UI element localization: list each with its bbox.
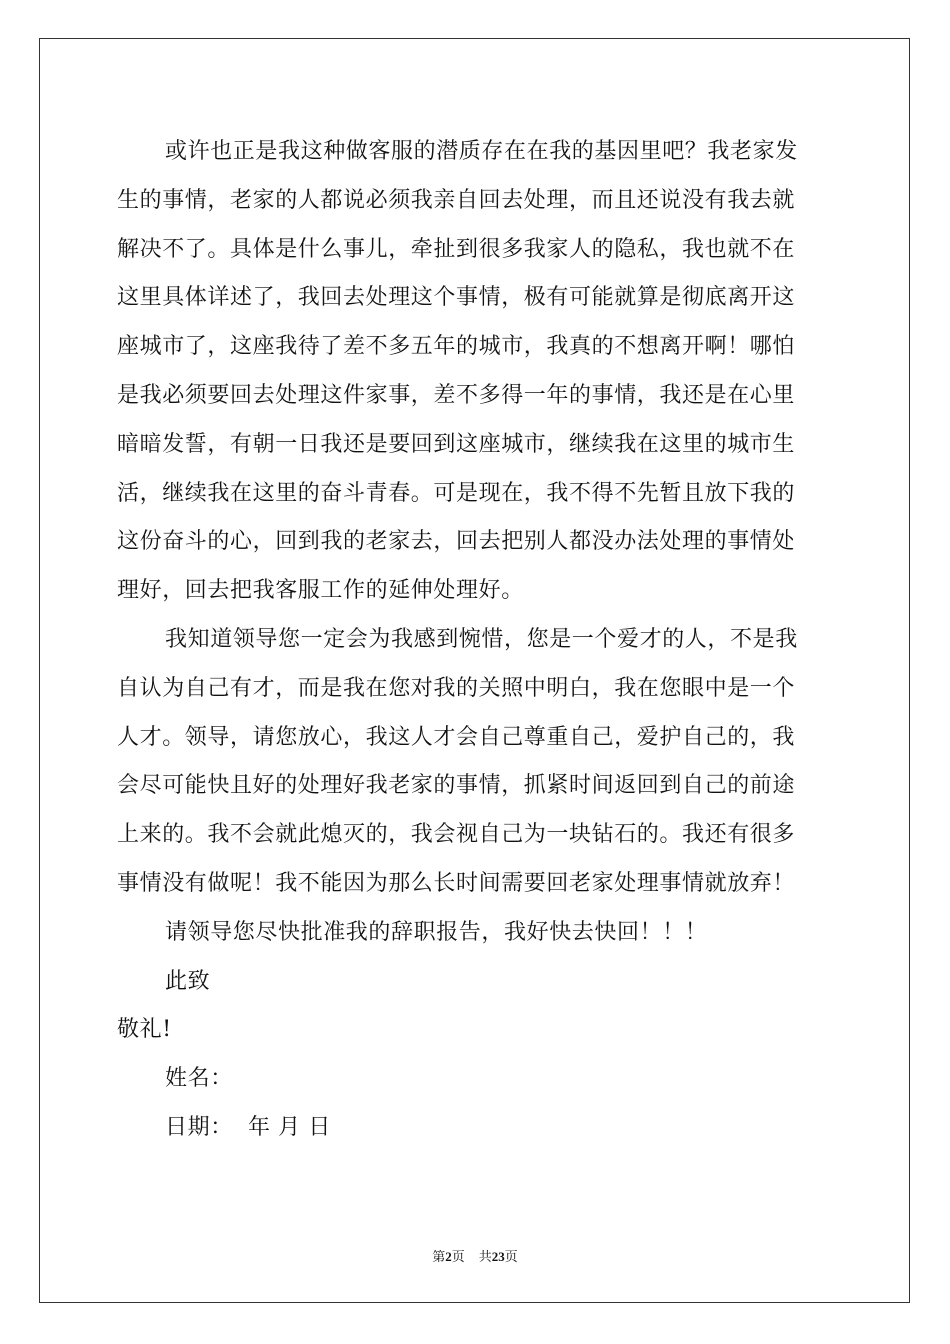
letter-body bbox=[117, 128, 837, 1153]
page-footer bbox=[0, 1246, 950, 1265]
paragraph-line: 是我必须要回去处理这件家事，差不多得一年的事情，我还是在心里 bbox=[117, 382, 796, 408]
page-suffix: 页 bbox=[451, 1249, 465, 1264]
page-number: 2 bbox=[445, 1249, 452, 1264]
total-suffix: 页 bbox=[504, 1249, 518, 1264]
paragraph-line: 上来的。我不会就此熄灭的，我会视自己为一块钻石的。我还有很多 bbox=[117, 822, 796, 848]
request-line: 请领导您尽快批准我的辞职报告，我好快去快回！！！ bbox=[165, 919, 708, 945]
paragraph-line: 这里具体详述了，我回去处理这个事情，极有可能就算是彻底离开这 bbox=[117, 285, 796, 311]
paragraph-line: 座城市了，这座我待了差不多五年的城市，我真的不想离开啊！哪怕 bbox=[117, 334, 796, 360]
paragraph-line: 活，继续我在这里的奋斗青春。可是现在，我不得不先暂且放下我的 bbox=[117, 480, 796, 506]
total-pages: 23 bbox=[491, 1249, 505, 1264]
paragraph-line: 解决不了。具体是什么事儿，牵扯到很多我家人的隐私，我也就不在 bbox=[117, 236, 796, 262]
total-prefix: 共 bbox=[478, 1249, 492, 1264]
paragraph-line: 会尽可能快且好的处理好我老家的事情，抓紧时间返回到自己的前途 bbox=[117, 773, 796, 799]
date-field-label: 日期： 年 月 日 bbox=[165, 1114, 331, 1140]
paragraph-line: 自认为自己有才，而是我在您对我的关照中明白，我在您眼中是一个 bbox=[117, 675, 796, 701]
paragraph-line: 事情没有做呢！我不能因为那么长时间需要回老家处理事情就放弃！ bbox=[117, 870, 796, 896]
closing-salutation: 此致 bbox=[165, 968, 211, 994]
paragraph-line: 或许也正是我这种做客服的潜质存在在我的基因里吧？我老家发 bbox=[165, 139, 798, 164]
page-prefix: 第 bbox=[432, 1249, 446, 1264]
closing-respect: 敬礼! bbox=[117, 1017, 172, 1043]
name-field-label: 姓名： bbox=[165, 1066, 233, 1092]
paragraph-line: 生的事情，老家的人都说必须我亲自回去处理，而且还说没有我去就 bbox=[117, 187, 796, 213]
paragraph-line: 我知道领导您一定会为我感到惋惜，您是一个爱才的人，不是我 bbox=[165, 626, 798, 652]
paragraph-line: 暗暗发誓，有朝一日我还是要回到这座城市，继续我在这里的城市生 bbox=[117, 431, 796, 457]
paragraph-line: 理好，回去把我客服工作的延伸处理好。 bbox=[117, 578, 524, 604]
paragraph-line: 人才。领导，请您放心，我这人才会自己尊重自己，爱护自己的，我 bbox=[117, 724, 796, 750]
paragraph-line: 这份奋斗的心，回到我的老家去，回去把别人都没办法处理的事情处 bbox=[117, 529, 796, 555]
